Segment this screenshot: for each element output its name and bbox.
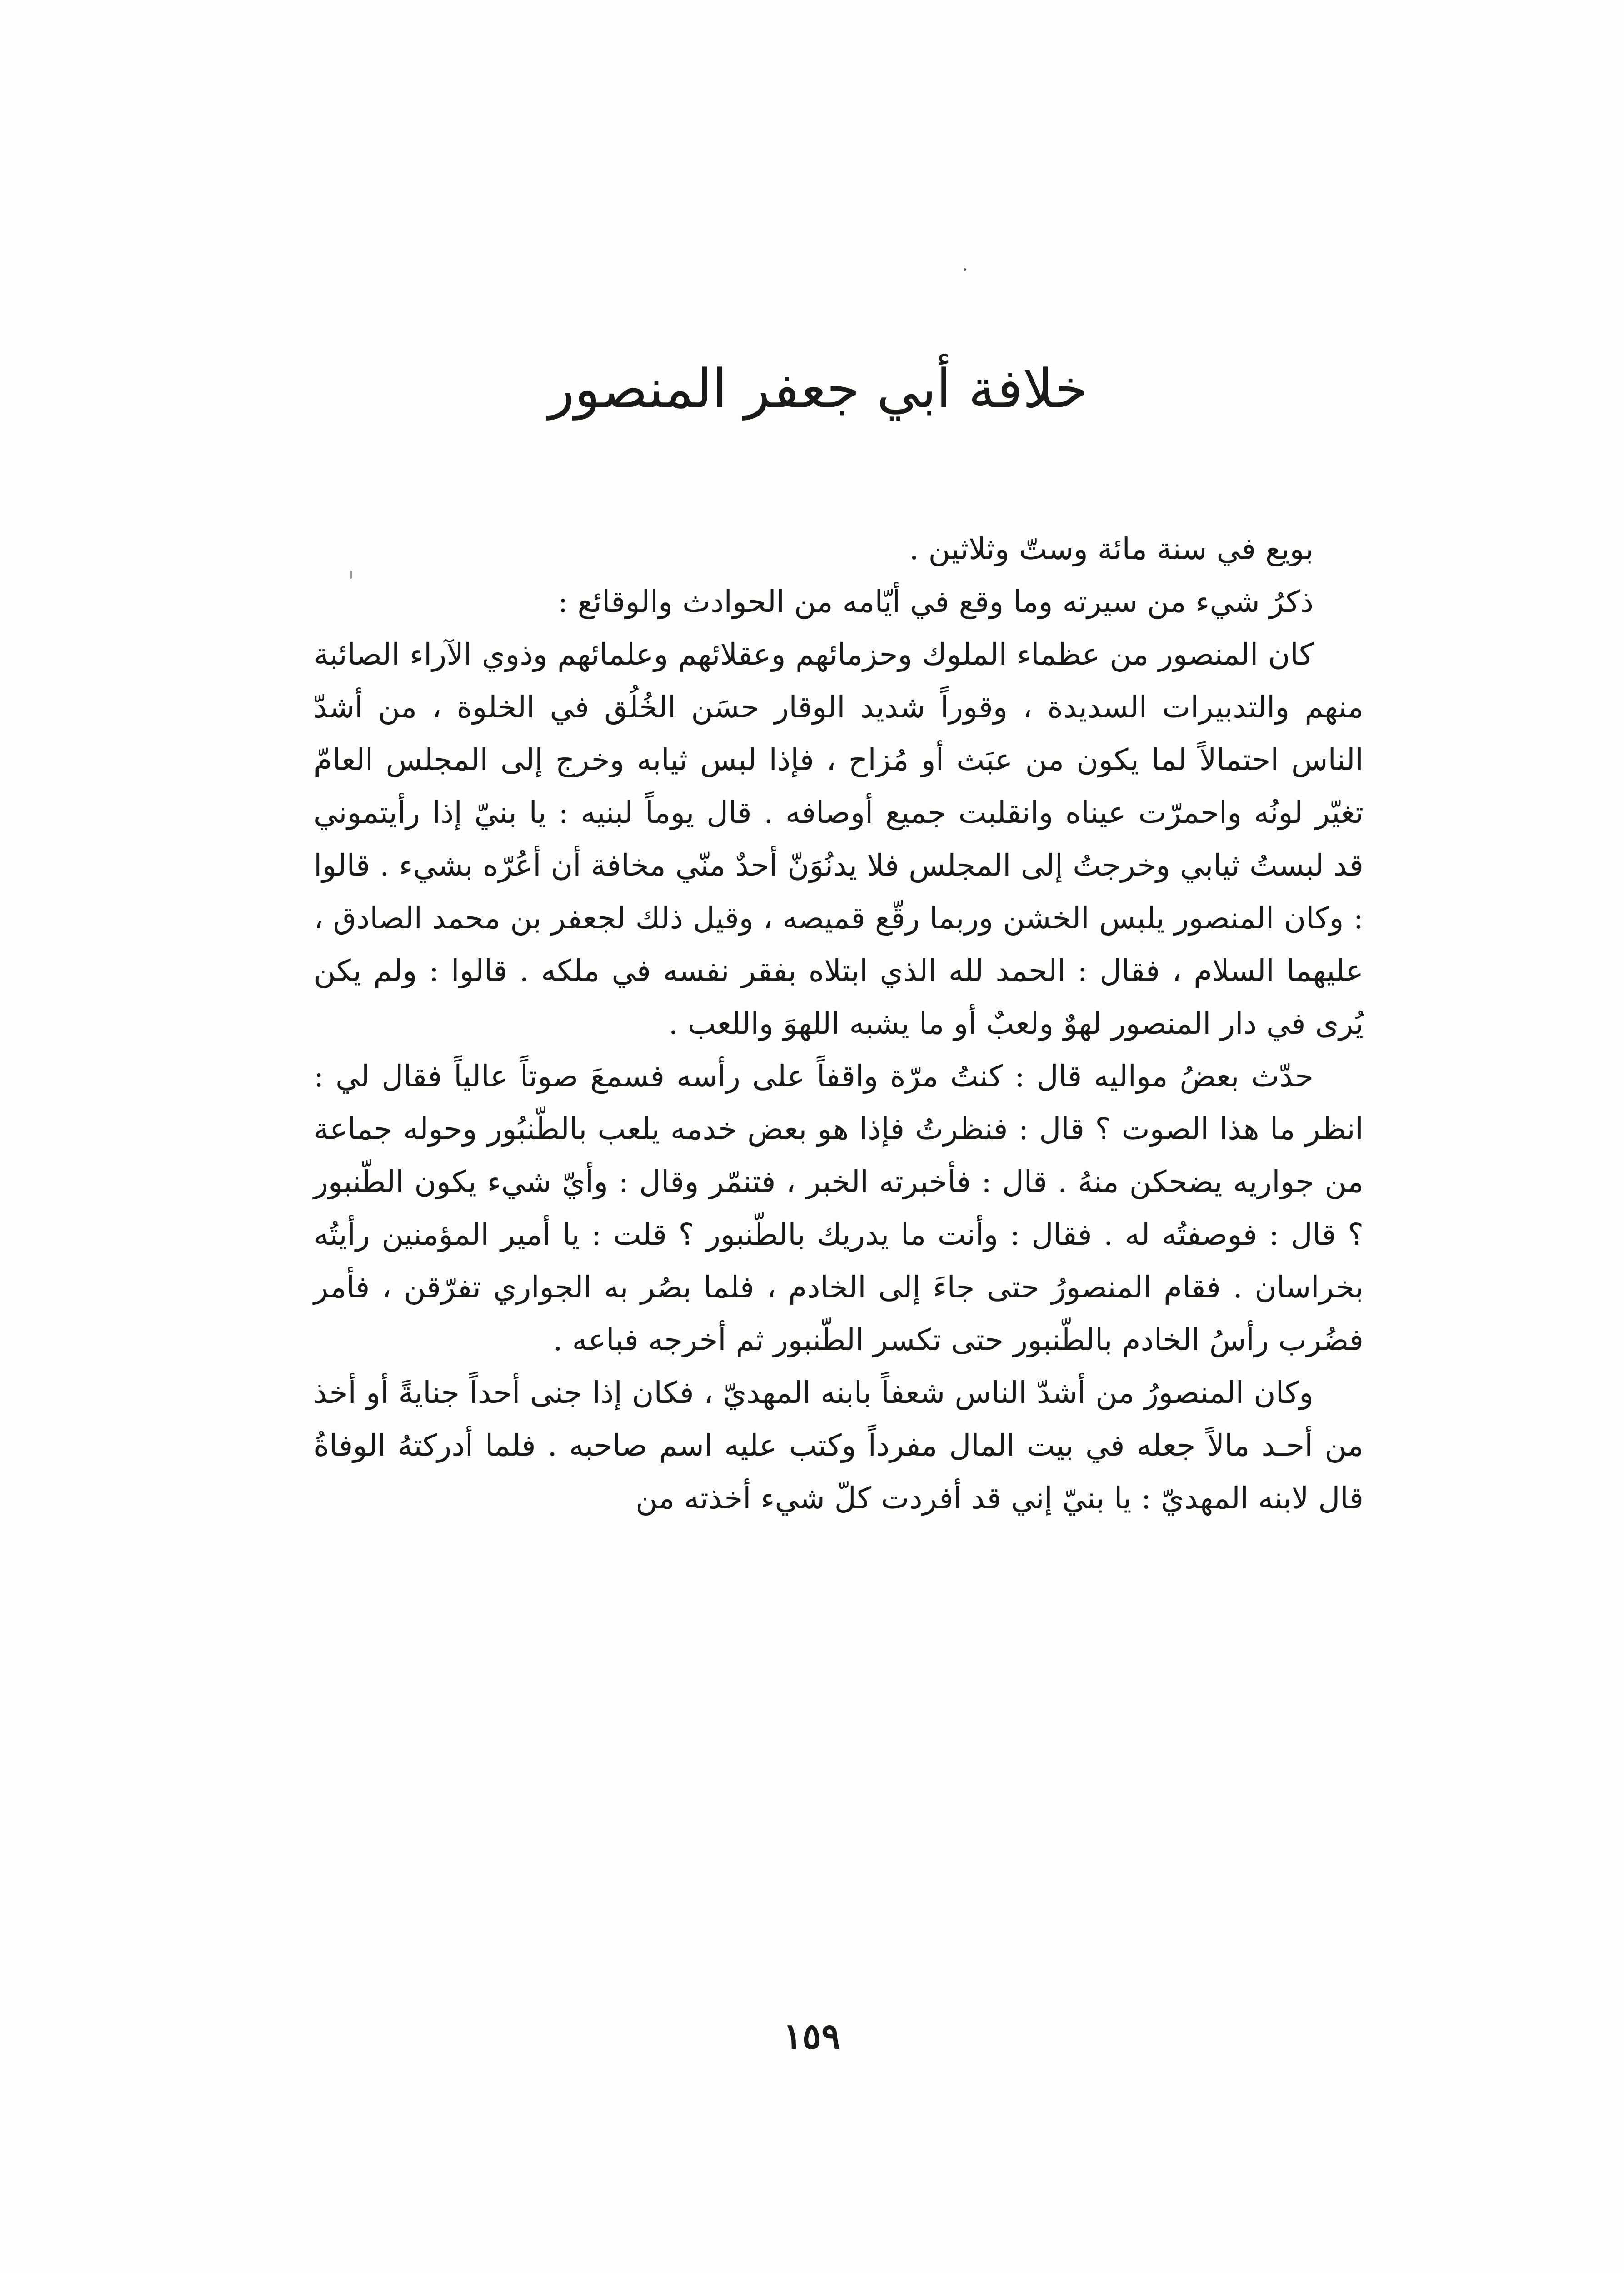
- paragraph: كان المنصور من عظماء الملوك وحزمائهم وعقلائهم وعلمائهم وذوي الآراء الصائبة منهم والتدبيرات السديدة ، وقوراً شديد الوقار حسَن الخُلُق في الخلوة ، من أشدّ الناس احتمالاً لما يكون من عبَث أو مُزاح ، فإذا لبس ثيابه وخرج إلى المجلس العامّ تغيّر لونُه واحمرّت عيناه وانقلبت جميع أوصافه . قال يوماً لبنيه : يا بنيّ إذا رأيتموني قد لبستُ ثيابي وخرجتُ إلى المجلس فلا يدنُوَنّ أحدٌ منّي مخافة أن أعُرّه بشيء . قالوا : وكان المنصور يلبس الخشن وربما رقّع قميصه ، وقيل ذلك لجعفر بن محمد الصادق ، عليهما السلام ، فقال : الحمد لله الذي ابتلاه بفقر نفسه في ملكه . قالوا : ولم يكن يُرى في دار المنصور لهوٌ ولعبٌ أو ما يشبه اللهوَ واللعب .: [314, 637, 1364, 1041]
- chapter-title: خلافة أبي جعفر المنصور: [548, 357, 1088, 420]
- paragraph: ذكرُ شيء من سيرته وما وقع في أيّامه من الحوادث والوقائع :: [558, 584, 1314, 619]
- paragraph: حدّث بعضُ مواليه قال : كنتُ مرّة واقفاً على رأسه فسمعَ صوتاً عالياً فقال لي : انظر ما هذا الصوت ؟ قال : فنظرتُ فإذا هو بعض خدمه يلعب بالطّنبُور وحوله جماعة من جواريه يضحكن منهُ . قال : فأخبرته الخبر ، فتنمّر وقال : وأيّ شيء يكون الطّنبور ؟ قال : فوصفتُه له . فقال : وأنت ما يدريك بالطّنبور ؟ قلت : يا أمير المؤمنين رأيتُه بخراسان . فقام المنصورُ حتى جاءَ إلى الخادم ، فلما بصُر به الجواري تفرّقن ، فأمر فضُرب رأسُ الخادم بالطّنبور حتى تكسر الطّنبور ثم أخرجه فباعه .: [314, 1059, 1364, 1357]
- stray-mark: [964, 268, 966, 271]
- body-text: [314, 523, 1364, 1525]
- page-number: ١٥٩: [783, 2016, 840, 2057]
- paragraph: بويع في سنة مائة وستّ وثلاثين .: [909, 531, 1314, 566]
- paragraph: وكان المنصورُ من أشدّ الناس شعفاً بابنه المهديّ ، فكان إذا جنى أحداً جنايةً أو أخذ من أحـد مالاً جعله في بيت المال مفرداً وكتب عليه اسم صاحبه . فلما أدركتهُ الوفاةُ قال لابنه المهديّ : يا بنيّ إني قد أفردت كلّ شيء أخذته من: [314, 1375, 1364, 1516]
